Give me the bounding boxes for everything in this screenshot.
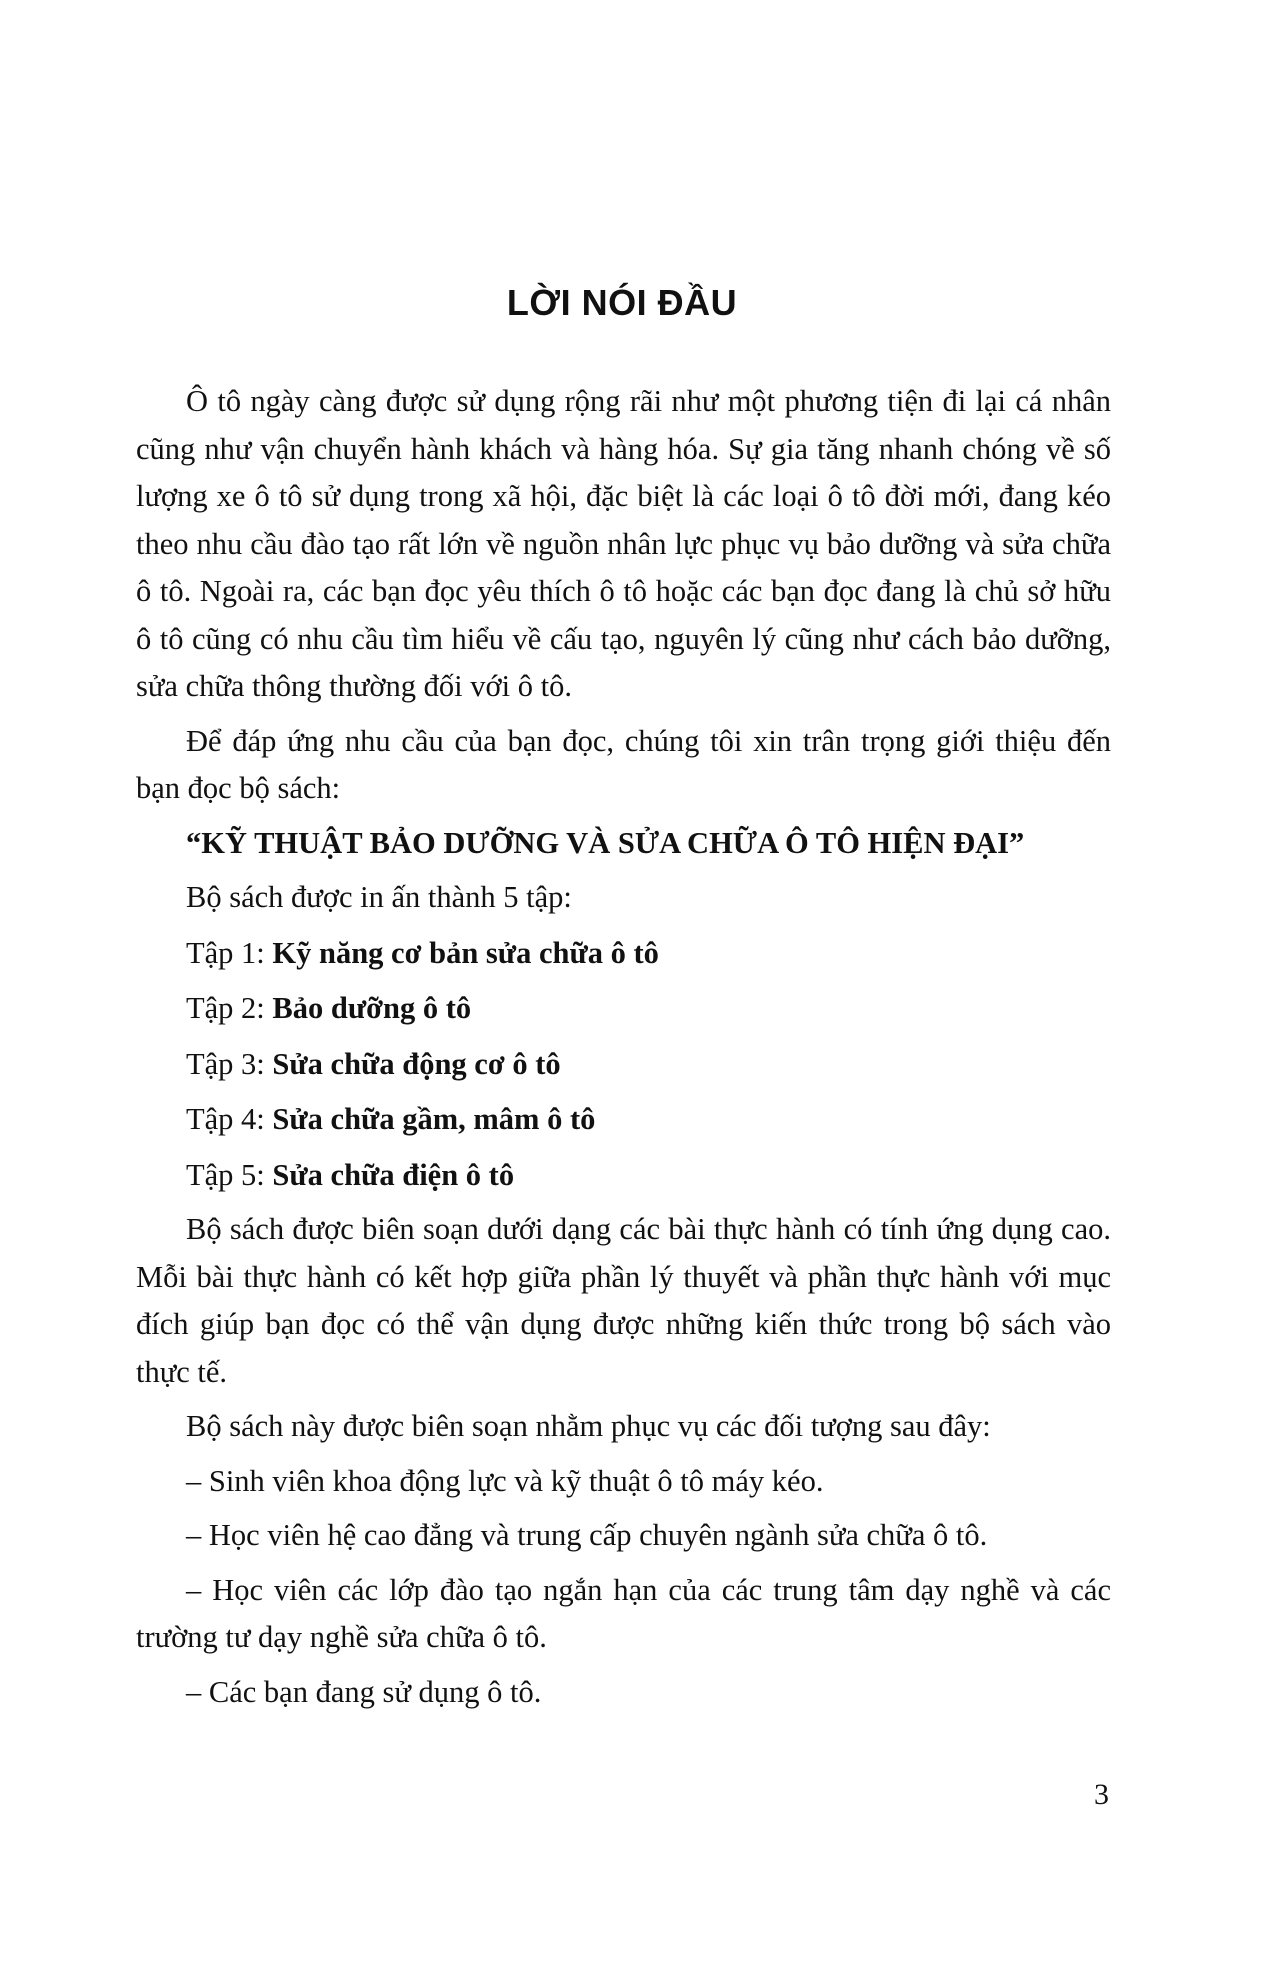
volume-title: Sửa chữa điện ô tô bbox=[272, 1157, 515, 1192]
page-title: LỜI NÓI ĐẦU bbox=[506, 282, 738, 323]
method-paragraph: Bộ sách được biên soạn dưới dạng các bài thực hành có tính ứng dụng cao. Mỗi bài thực hành có kết hợp giữa phần lý thuyết và phần thực hành với mục đích giúp bạn đọc có thể vận dụng được những kiến thức trong bộ sách vào thực tế. bbox=[136, 1212, 1111, 1389]
intro-paragraph: Ô tô ngày càng được sử dụng rộng rãi như một phương tiện đi lại cá nhân cũng như vận chuyển hành khách và hàng hóa. Sự gia tăng nhanh chóng về số lượng xe ô tô sử dụng trong xã hội, đặc biệt là các loại ô tô đời mới, đang kéo theo nhu cầu đào tạo rất lớn về nguồn nhân lực phục vụ bảo dưỡng và sửa chữa ô tô. Ngoài ra, các bạn đọc yêu thích ô tô hoặc các bạn đọc đang là chủ sở hữu ô tô cũng có nhu cầu tìm hiểu về cấu tạo, nguyên lý cũng như cách bảo dưỡng, sửa chữa thông thường đối với ô tô. bbox=[136, 384, 1111, 703]
body-text bbox=[136, 378, 1111, 1716]
audience-item-3: – Học viên các lớp đào tạo ngắn hạn của các trung tâm dạy nghề và các trường tư dạy nghề sửa chữa ô tô. bbox=[136, 1572, 1111, 1654]
series-intro-paragraph: Để đáp ứng nhu cầu của bạn đọc, chúng tôi xin trân trọng giới thiệu đến bạn đọc bộ sách: bbox=[136, 723, 1111, 805]
volume-title: Sửa chữa gầm, mâm ô tô bbox=[272, 1102, 596, 1136]
audience-item-1: – Sinh viên khoa động lực và kỹ thuật ô tô máy kéo. bbox=[186, 1463, 824, 1498]
volume-label: Tập 1: bbox=[186, 935, 273, 970]
volume-title: Bảo dưỡng ô tô bbox=[272, 991, 472, 1025]
audience-item-4: – Các bạn đang sử dụng ô tô. bbox=[186, 1674, 542, 1709]
volume-count-paragraph: Bộ sách được in ấn thành 5 tập: bbox=[186, 880, 572, 914]
volume-title: Kỹ năng cơ bản sửa chữa ô tô bbox=[272, 935, 659, 970]
audience-intro-paragraph: Bộ sách này được biên soạn nhằm phục vụ các đối tượng sau đây: bbox=[186, 1409, 991, 1443]
volume-item-3 bbox=[136, 1041, 1111, 1089]
volume-label: Tập 3: bbox=[186, 1046, 273, 1081]
volume-item-4 bbox=[136, 1096, 1111, 1144]
volume-item-5 bbox=[136, 1152, 1111, 1200]
volume-label: Tập 4: bbox=[186, 1102, 273, 1136]
series-title: “KỸ THUẬT BẢO DƯỠNG VÀ SỬA CHỮA Ô TÔ HIỆN ĐẠI” bbox=[186, 825, 1025, 860]
volume-title: Sửa chữa động cơ ô tô bbox=[272, 1046, 561, 1081]
volume-item-1 bbox=[136, 930, 1111, 978]
page-number: 3 bbox=[1094, 1778, 1109, 1811]
audience-item-2: – Học viên hệ cao đẳng và trung cấp chuyên ngành sửa chữa ô tô. bbox=[186, 1518, 988, 1552]
volume-label: Tập 5: bbox=[186, 1157, 273, 1192]
volume-item-2 bbox=[136, 985, 1111, 1033]
volume-label: Tập 2: bbox=[186, 991, 273, 1025]
